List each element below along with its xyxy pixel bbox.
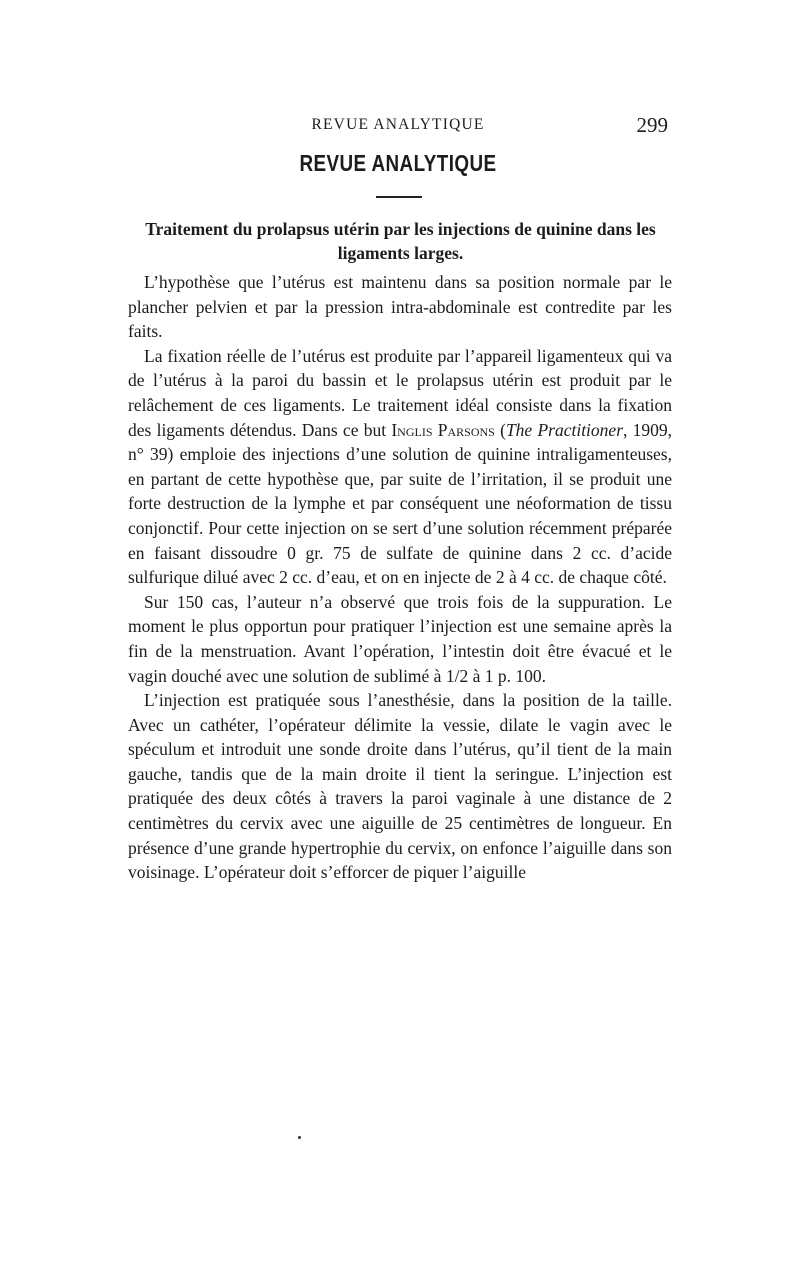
section-title: REVUE ANALYTIQUE xyxy=(299,150,497,176)
open-paren: ( xyxy=(494,419,506,440)
journal-name: The Practitioner xyxy=(505,419,624,440)
running-title: REVUE ANALYTIQUE xyxy=(311,116,485,133)
paragraph-2-rest: , 1909, n° 39) emploie des injections d’une solution de quinine intraligamenteuses, en partant de cette hypothèse que, par suite de l’irritation, il se produit une forte destruction de la lymphe et par conséquent une néoformation de tissu conjonctif. Pour cette injection on se sert d’une solution récemment préparée en faisant dissoudre 0 gr. 75 de sulfate de quinine dans 2 cc. d’acide sulfurique dilué avec 2 cc. d’eau, et on en injecte de 2 à 4 cc. de chaque côté. xyxy=(128,419,673,588)
paragraph-2 xyxy=(128,344,672,590)
article-title: Traitement du prolapsus utérin par les injections de quinine dans les ligaments larges. xyxy=(145,219,656,263)
paragraph-1: L’hypothèse que l’utérus est maintenu dans sa position normale par le plancher pelvien et par la pression intra-abdominale est contredite par les faits. xyxy=(128,272,672,342)
paragraph-4: L’injection est pratiquée sous l’anesthésie, dans la position de la taille. Avec un cathéter, l’opérateur délimite la vessie, dilate le vagin avec le spéculum et introduit une sonde droite dans l’utérus, qu’il tient de la main gauche, tandis que de la main droite il tient la seringue. L’injection est pratiquée des deux côtés à travers la paroi vaginale à une distance de 2 centimètres du cervix avec une aiguille de 25 centimètres de longueur. En présence d’une grande hypertrophie du cervix, on enfonce l’aiguille dans son voisinage. L’opérateur doit s’efforcer de piquer l’aiguille xyxy=(128,690,672,883)
author-name: Inglis Parsons xyxy=(391,419,495,440)
ink-speck-decoration xyxy=(298,1136,301,1139)
page-number: 299 xyxy=(636,113,668,137)
running-head xyxy=(128,113,668,138)
title-rule-divider xyxy=(376,196,422,198)
article-body xyxy=(128,270,672,885)
paragraph-2-intro: La fixation réelle de l’utérus est produite par l’appareil ligamenteux qui va de l’utérus à la paroi du bassin et le prolapsus utérin est produit par le relâchement de ces ligaments. Le traitement idéal consiste dans la fixation des ligaments détendus. Dans ce but xyxy=(128,345,672,440)
paragraph-3: Sur 150 cas, l’auteur n’a observé que trois fois de la suppuration. Le moment le plus opportun pour pratiquer l’injection est une semaine après la fin de la menstruation. Avant l’opération, l’intestin doit être évacué et le vagin douché avec une solution de sublimé à 1/2 à 1 p. 100. xyxy=(128,591,672,686)
